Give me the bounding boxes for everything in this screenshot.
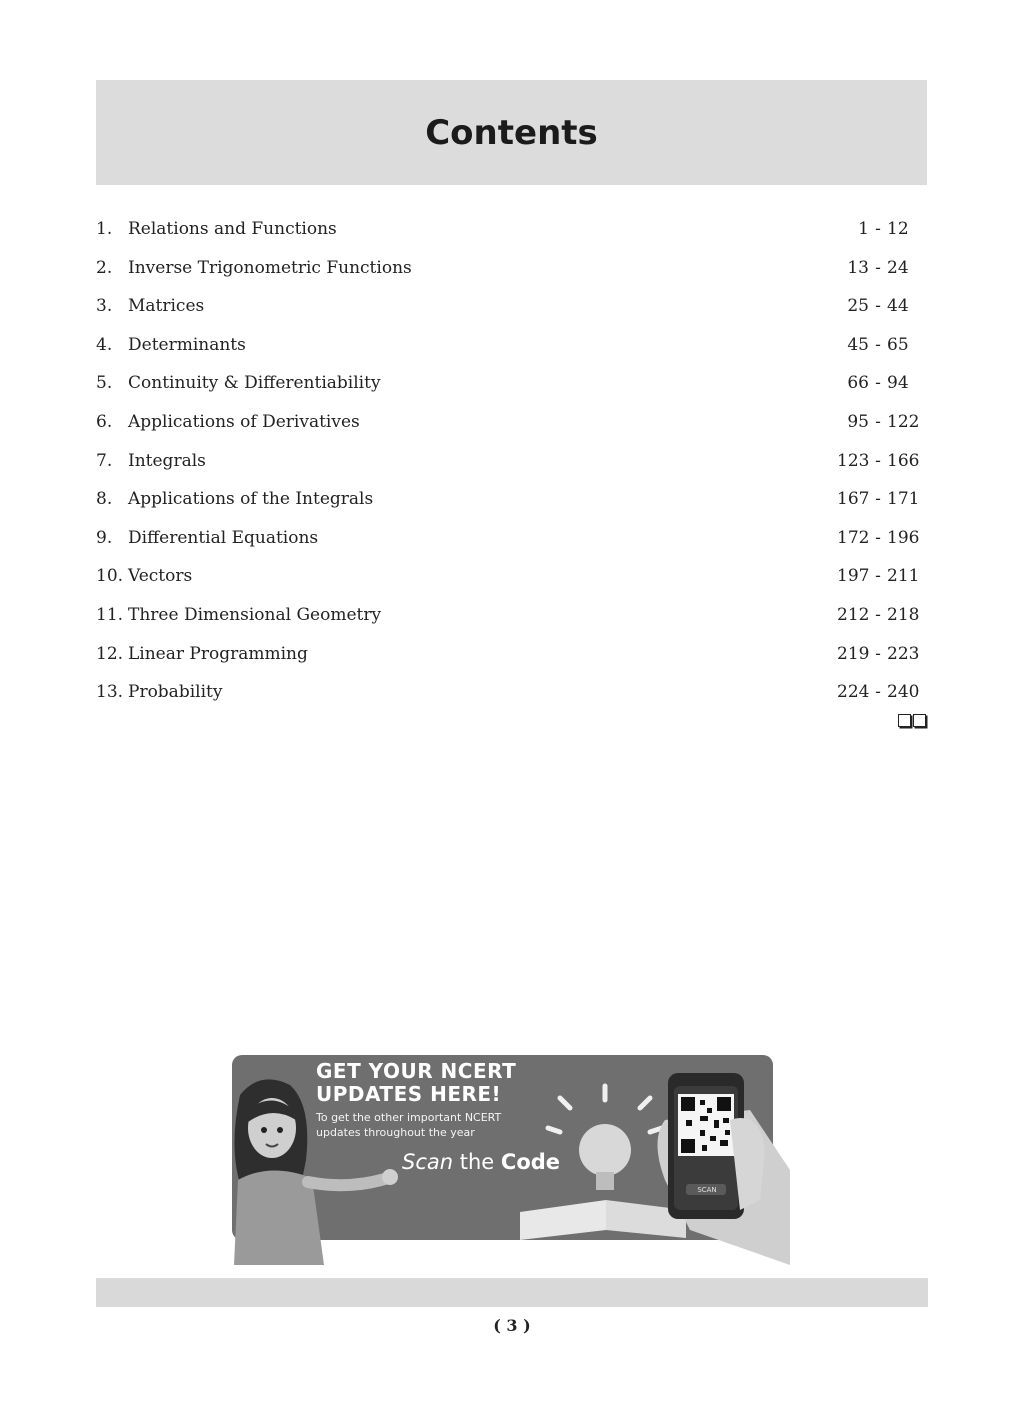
toc-page-start: 167 [837,489,870,510]
toc-page-start: 66 [847,373,869,394]
toc-page-separator: - [875,566,881,587]
toc-page-separator: - [875,334,881,355]
toc-chapter-number: 12. [96,643,124,664]
toc-page-range [837,364,917,402]
toc-page-end: 196 [887,527,920,548]
toc-page-start: 172 [837,527,870,548]
toc-chapter-title: Integrals [128,450,206,471]
toc-chapter-number: 10. [96,566,124,587]
toc-entry [96,519,927,558]
toc-chapter-number: 8. [96,489,113,510]
toc-page-range [837,326,917,364]
toc-page-start: 13 [847,257,869,278]
toc-chapter-title: Determinants [128,334,246,355]
toc-page-start: 197 [837,566,870,587]
toc-page-start: 1 [858,219,869,239]
toc-entry [96,635,927,674]
table-of-contents [96,210,927,712]
toc-chapter-title: Matrices [128,296,205,317]
toc-entry [96,287,927,326]
toc-page-end: 94 [887,373,909,394]
toc-chapter-title: Differential Equations [128,527,319,548]
toc-page-start: 123 [837,450,870,471]
toc-entry [96,673,927,712]
toc-page-start: 95 [847,411,869,432]
banner-subtext [316,1110,536,1140]
toc-chapter-title: Three Dimensional Geometry [128,604,382,625]
toc-entry [96,249,927,288]
toc-page-separator: - [875,682,881,703]
toc-page-range [837,635,920,673]
toc-page-range [837,442,920,480]
toc-page-range [837,596,920,634]
footer-band [96,1278,928,1307]
toc-entry [96,403,927,442]
toc-entry [96,480,927,519]
toc-page-start: 212 [837,604,870,625]
toc-page-end: 240 [887,682,920,703]
toc-page-range [837,403,920,441]
toc-page-range [837,210,917,248]
toc-page-end: 171 [887,489,920,510]
toc-chapter-title: Vectors [128,566,193,587]
toc-page-separator: - [875,527,881,548]
scan-word: Scan [402,1150,454,1174]
toc-entry [96,596,927,635]
toc-page-separator: - [875,257,881,278]
toc-page-range [837,557,920,595]
toc-chapter-number: 5. [96,373,113,394]
banner-subtext-line1: To get the other important NCERT [316,1111,502,1124]
banner-headline-line2: UPDATES HERE! [316,1082,502,1106]
toc-page-range [837,480,920,518]
toc-page-end: 211 [887,566,920,587]
banner-headline-line1: GET YOUR NCERT [316,1059,517,1083]
toc-page-separator: - [875,643,881,664]
toc-entry [96,364,927,403]
toc-page-separator: - [875,219,881,239]
toc-chapter-title: Inverse Trigonometric Functions [128,257,412,278]
toc-page-separator: - [875,489,881,510]
page-number: ( 3 ) [493,1316,531,1335]
toc-page-separator: - [875,411,881,432]
banner-subtext-line2: updates throughout the year [316,1126,475,1139]
toc-page-start: 45 [847,334,869,355]
toc-page-range [837,519,920,557]
toc-chapter-title: Applications of Derivatives [128,411,360,432]
toc-chapter-number: 13. [96,682,124,703]
page-title: Contents [425,112,598,153]
toc-chapter-number: 2. [96,257,113,278]
toc-chapter-title: Linear Programming [128,643,308,664]
toc-entry [96,326,927,365]
toc-page-separator: - [875,450,881,471]
toc-chapter-number: 11. [96,604,124,625]
toc-page-separator: - [875,604,881,625]
toc-page-start: 219 [837,643,870,664]
toc-page-end: 24 [887,257,909,278]
toc-page-end: 223 [887,643,920,664]
code-word: Code [500,1150,561,1174]
toc-page-end: 44 [887,296,909,317]
toc-chapter-number: 9. [96,527,113,548]
toc-page-separator: - [875,373,881,394]
toc-page-start: 224 [837,682,870,703]
toc-chapter-number: 1. [96,219,113,239]
toc-chapter-number: 4. [96,334,113,355]
toc-chapter-number: 7. [96,450,113,471]
toc-page-range [837,673,920,711]
phone-scan-label: SCAN [697,1186,717,1194]
toc-page-end: 122 [887,411,920,432]
end-of-section-mark [898,712,930,728]
toc-page-end: 218 [887,604,920,625]
toc-chapter-title: Applications of the Integrals [128,489,374,510]
toc-chapter-number: 3. [96,296,113,317]
the-word: the [459,1150,495,1174]
toc-entry [96,442,927,481]
toc-chapter-title: Relations and Functions [128,219,337,239]
toc-chapter-number: 6. [96,411,113,432]
toc-chapter-title: Continuity & Differentiability [128,373,381,394]
toc-entry [96,210,927,249]
toc-page-separator: - [875,296,881,317]
scan-the-code-text [402,1150,560,1174]
contents-header [96,80,927,185]
toc-chapter-title: Probability [128,682,223,703]
toc-page-end: 12 [887,219,909,239]
toc-entry [96,557,927,596]
toc-page-start: 25 [847,296,869,317]
toc-page-end: 166 [887,450,920,471]
toc-page-end: 65 [887,334,909,355]
toc-page-range [837,249,917,287]
banner-headline [316,1060,516,1106]
toc-page-range [837,287,917,325]
